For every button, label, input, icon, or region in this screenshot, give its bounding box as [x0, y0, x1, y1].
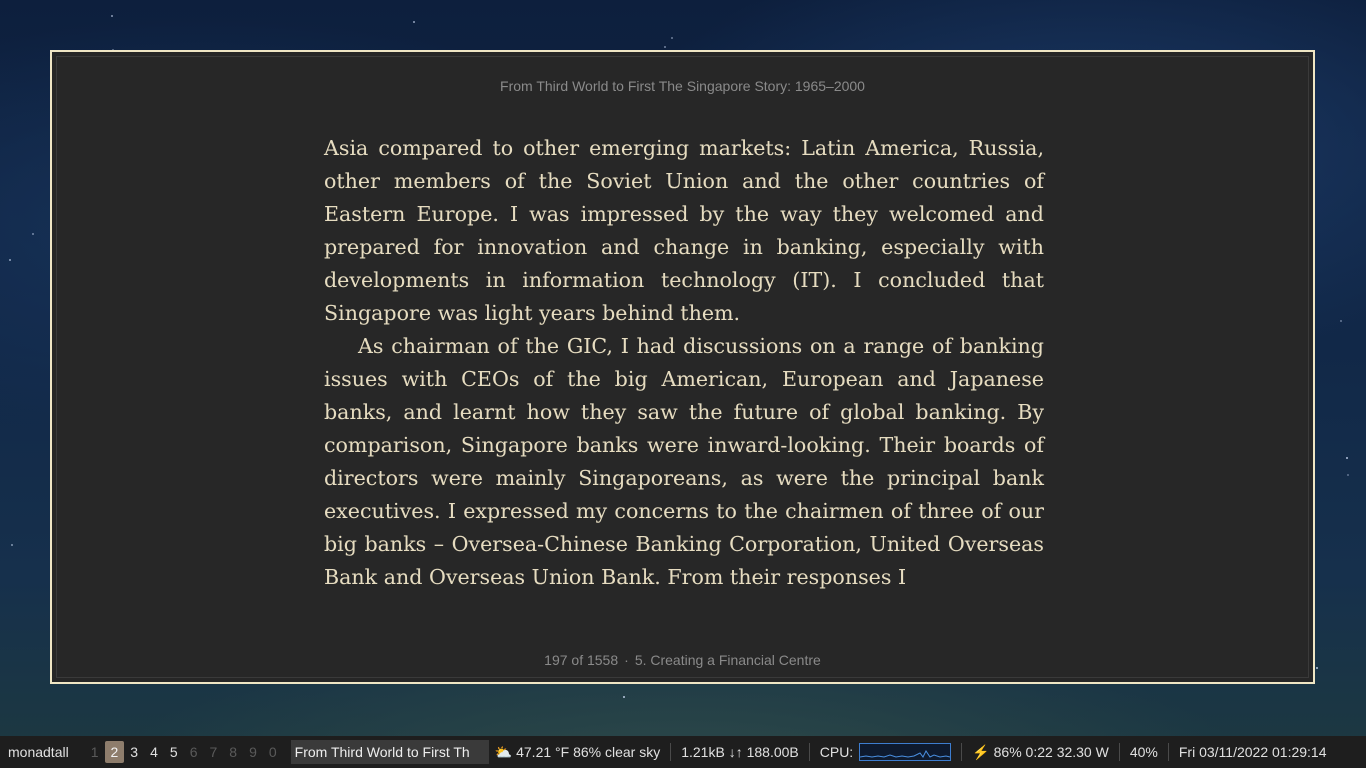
taskbar	[0, 736, 1366, 768]
book-title: From Third World to First The Singapore Story: 1965–2000	[500, 78, 865, 94]
cpu-graph	[859, 743, 951, 761]
layout-indicator[interactable]: monadtall	[8, 744, 69, 760]
footer-separator: ·	[624, 652, 629, 668]
wallpaper-star	[413, 21, 415, 23]
lightning-bolt-icon: ⚡	[972, 743, 990, 760]
group-2[interactable]: 2	[105, 741, 125, 763]
separator	[1168, 743, 1169, 761]
page-position: 197 of 1558	[544, 652, 619, 668]
group-3[interactable]: 3	[130, 744, 139, 760]
weather-text: 47.21 °F 86% clear sky	[516, 744, 661, 760]
wallpaper-star	[32, 233, 34, 235]
group-5[interactable]: 5	[169, 744, 178, 760]
wallpaper-star	[1347, 474, 1349, 476]
cpu-widget	[814, 743, 957, 761]
group-6[interactable]: 6	[189, 744, 198, 760]
wallpaper-star	[1340, 320, 1342, 322]
network-widget: 1.21kB ↓↑ 188.00B	[681, 744, 799, 760]
wallpaper-star	[664, 46, 666, 48]
separator	[670, 743, 671, 761]
partly-cloudy-icon: ⛅	[494, 743, 513, 760]
wallpaper-star	[623, 696, 625, 698]
group-0[interactable]: 0	[268, 744, 277, 760]
group-4[interactable]: 4	[150, 744, 158, 760]
separator	[809, 743, 810, 761]
cpu-label: CPU:	[819, 744, 854, 760]
clock: Fri 03/11/2022 01:29:14	[1178, 744, 1327, 760]
group-9[interactable]: 9	[249, 744, 257, 760]
group-7[interactable]: 7	[209, 744, 218, 760]
wallpaper-star	[111, 15, 113, 17]
ebook-reader-window[interactable]	[50, 50, 1315, 684]
reader-footer	[57, 652, 1308, 668]
paragraph: Asia compared to other emerging markets: Latin America, Russia, other members of the Soviet Union and the other countries of Eastern Europe. I was impressed by the way they welcomed and prepared for innovation and change in banking, especially with developments in information technology (IT). I concluded that Singapore was light years behind them.	[324, 136, 1044, 325]
separator	[961, 743, 962, 761]
wallpaper-star	[11, 544, 13, 546]
page-text[interactable]	[324, 132, 1044, 594]
group-1[interactable]: 1	[90, 744, 99, 760]
wallpaper-star	[1346, 457, 1348, 459]
wallpaper-star	[9, 259, 11, 261]
reader-page	[56, 56, 1309, 678]
weather-widget	[489, 744, 667, 761]
volume-widget[interactable]: 40%	[1129, 744, 1158, 760]
paragraph: As chairman of the GIC, I had discussions on a range of banking issues with CEOs of the big American, European and Japanese banks, and learnt how they saw the future of global banking. By comparison, Singapore banks were inward-looking. Their boards of directors were mainly Singaporeans, as were the principal bank executives. I expressed my concerns to the chairmen of three of our big banks – Oversea-Chinese Banking Corporation, United Overseas Bank and Overseas Union Bank. From their responses I	[324, 334, 1044, 589]
group-box	[85, 741, 283, 763]
wallpaper-star	[671, 37, 673, 39]
active-window-title[interactable]: From Third World to First Th	[291, 740, 489, 764]
group-8[interactable]: 8	[229, 744, 238, 760]
chapter-title: 5. Creating a Financial Centre	[634, 652, 821, 668]
battery-text: 86% 0:22 32.30 W	[993, 744, 1109, 760]
separator	[1119, 743, 1120, 761]
wallpaper-star	[1316, 667, 1318, 669]
battery-widget	[966, 744, 1115, 761]
